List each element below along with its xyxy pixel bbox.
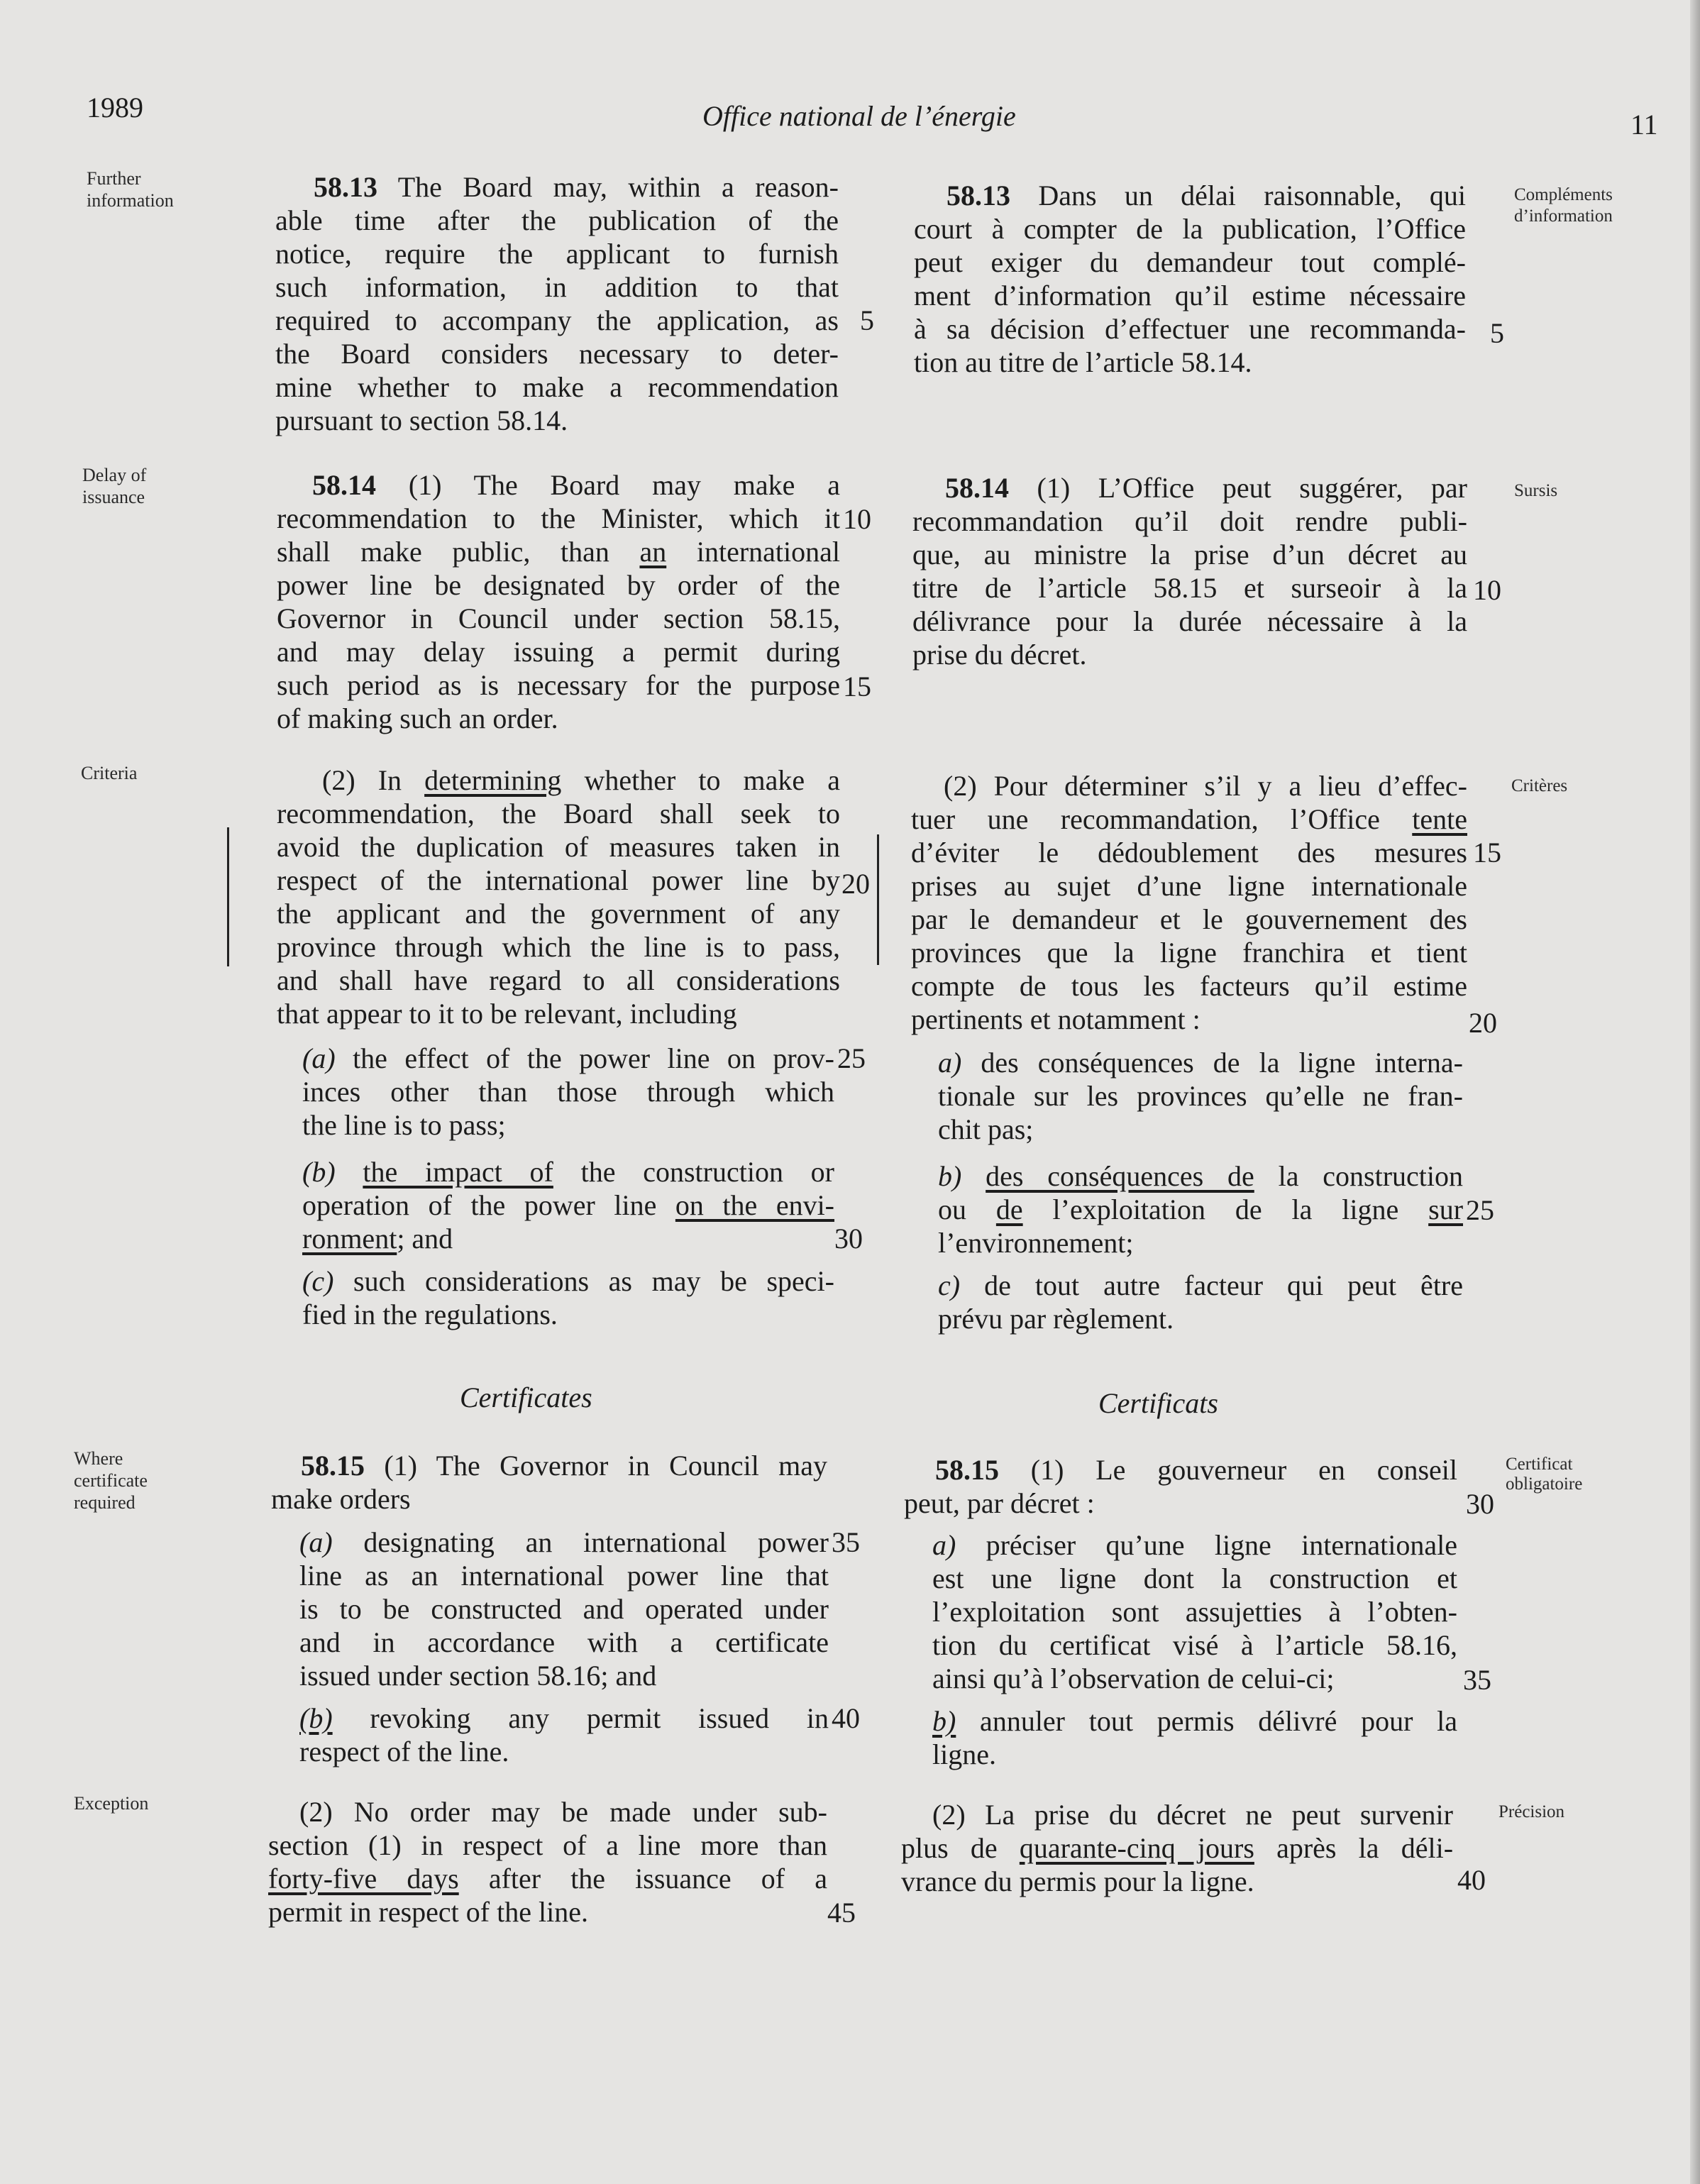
line-number: 35: [1463, 1664, 1491, 1696]
text-span: (2) La prise du décret ne peut survenir: [932, 1799, 1453, 1831]
line-number: 30: [834, 1223, 863, 1254]
text-span: plus de: [901, 1832, 1020, 1864]
text-line: pursuant to section 58.14.: [275, 404, 568, 436]
text-line: that appear to it to be relevant, including: [277, 998, 737, 1030]
text-line: l’environnement;: [938, 1227, 1134, 1259]
underlined-text: on the envi-: [675, 1189, 835, 1221]
margin-note-exception: [74, 1792, 148, 1814]
text-span: such considerations as may be speci-: [333, 1265, 834, 1297]
fr-section-58-15-1: [904, 1453, 1457, 1520]
en-paragraph-a: [302, 1042, 834, 1142]
underlined-text: tente: [1412, 803, 1467, 835]
text-line: ligne.: [932, 1738, 996, 1770]
fr-section-58-14-2: [911, 769, 1467, 1036]
text-line: [938, 1046, 1463, 1079]
text-line: notice, require the applicant to furnish: [275, 238, 839, 270]
text-span: the effect of the power line on prov-: [335, 1042, 834, 1074]
fr-section-58-14-1: [912, 471, 1467, 671]
text-line: [302, 1264, 834, 1298]
paragraph-label: c): [938, 1269, 961, 1301]
margin-note-delay-of-issuance: [82, 464, 146, 508]
text-span: operation of the power line: [302, 1189, 675, 1221]
text-line: [277, 763, 840, 797]
margin-note-precision: [1498, 1801, 1564, 1823]
text-line: [938, 1269, 1463, 1302]
text-line: [911, 803, 1467, 836]
text-line: [901, 1798, 1453, 1831]
paragraph-label: (b): [302, 1156, 336, 1188]
line-number: 40: [832, 1702, 860, 1734]
text-line: such period as is necessary for the purpose: [277, 669, 840, 701]
margin-note-line: Exception: [74, 1793, 149, 1814]
text-line: provinces que la ligne franchira et tient: [911, 937, 1467, 969]
line-number: 15: [843, 671, 871, 702]
text-line: permit in respect of the line.: [268, 1896, 588, 1928]
text-line: able time after the publication of the: [275, 204, 839, 236]
text-span: [336, 1156, 363, 1188]
margin-note-line: Compléments: [1514, 185, 1613, 204]
text-line: [299, 1526, 829, 1559]
text-line: que, au ministre la prise d’un décret au: [912, 539, 1467, 570]
fr-section-58-15-2: [901, 1798, 1453, 1898]
margin-note-line: Delay of: [82, 465, 147, 485]
line-number: 10: [843, 503, 871, 535]
section-number: 58.14: [945, 472, 1009, 504]
fr-heading-certificats: Certificats: [1098, 1387, 1218, 1419]
paragraph-label: b): [938, 1160, 962, 1192]
paragraph-label: b): [932, 1705, 956, 1737]
text-line: fied in the regulations.: [302, 1298, 558, 1330]
text-line: line as an international power line that: [299, 1560, 829, 1592]
text-span: international: [666, 536, 840, 568]
text-line: l’exploitation sont assujetties à l’obten-: [932, 1596, 1457, 1628]
section-number: 58.13: [314, 171, 377, 203]
revision-bar-right: [877, 834, 879, 965]
header-title: Office national de l’énergie: [702, 100, 1016, 132]
text-line: and may delay issuing a permit during: [277, 636, 840, 668]
text-line: recommendation to the Minister, which it: [277, 502, 840, 534]
underlined-text: quarante-cinq jours: [1019, 1832, 1254, 1864]
page-edge-shadow: [1690, 0, 1700, 2184]
text-line: compte de tous les facteurs qu’il estime: [911, 970, 1467, 1002]
text-line: [302, 1222, 834, 1255]
text-line: recommandation qu’il doit rendre publi-: [912, 505, 1467, 537]
paragraph-label: (c): [302, 1265, 334, 1297]
header-year: 1989: [87, 92, 143, 123]
line-number: 10: [1473, 574, 1501, 606]
text-line: court à compter de la publication, l’Office: [914, 213, 1466, 245]
fr-paragraph-c: [938, 1269, 1463, 1335]
text-span: annuler tout permis délivré pour la: [956, 1705, 1457, 1737]
text-line: issued under section 58.16; and: [299, 1660, 657, 1692]
text-line: prévu par règlement.: [938, 1303, 1174, 1335]
section-number: 58.13: [946, 180, 1010, 211]
text-line: tionale sur les provinces qu’elle ne fran-: [938, 1080, 1463, 1112]
text-line: make orders: [271, 1483, 411, 1515]
text-line: [302, 1155, 834, 1188]
line-number: 5: [860, 304, 874, 336]
text-line: [275, 170, 839, 204]
line-number: 5: [1490, 317, 1504, 349]
line-number: 35: [832, 1526, 860, 1558]
en-section-58-15-2: [268, 1795, 827, 1929]
en-section-58-13: [275, 170, 839, 437]
fr-paragraph-58-15-a: [932, 1528, 1457, 1695]
margin-note-line: Certificat: [1506, 1455, 1573, 1474]
text-line: est une ligne dont la construction et: [932, 1562, 1457, 1594]
text-span: préciser qu’une ligne internationale: [956, 1529, 1457, 1561]
paragraph-label: (b): [299, 1702, 333, 1734]
underlined-text: des conséquences de: [986, 1160, 1254, 1192]
line-number: 20: [841, 868, 870, 900]
text-line: [302, 1042, 834, 1075]
text-line: vrance du permis pour la ligne.: [901, 1865, 1254, 1897]
line-number: 15: [1473, 837, 1501, 868]
text-line: recommendation, the Board shall seek to: [277, 798, 840, 829]
text-line: tion du certificat visé à l’article 58.16,: [932, 1629, 1457, 1661]
text-line: and in accordance with a certificate: [299, 1626, 829, 1658]
text-span: whether to make a: [561, 764, 840, 796]
text-line: peut exiger du demandeur tout complé-: [914, 246, 1466, 278]
text-span: (2) In: [322, 764, 425, 796]
text-line: of making such an order.: [277, 702, 558, 734]
en-paragraph-58-15-a: [299, 1526, 829, 1692]
fr-paragraph-58-15-b: [932, 1704, 1457, 1771]
text-line: ainsi qu’à l’observation de celui-ci;: [932, 1662, 1335, 1694]
text-span: des conséquences de la ligne interna-: [961, 1047, 1463, 1079]
margin-note-line: Criteria: [81, 763, 138, 783]
text-line: délivrance pour la durée nécessaire à la: [912, 605, 1467, 637]
text-line: ment d’information qu’il estime nécessaire: [914, 280, 1466, 311]
text-span: (2) Pour déterminer s’il y a lieu d’effec-: [944, 770, 1467, 802]
margin-note-line: d’information: [1514, 206, 1613, 226]
margin-note-line: Précision: [1498, 1802, 1565, 1821]
text-line: [302, 1188, 834, 1222]
text-span: the construction or: [553, 1156, 834, 1188]
line-number: 40: [1457, 1864, 1486, 1896]
margin-note-where-certificate-required: [74, 1447, 148, 1513]
margin-note-line: obligatoire: [1506, 1474, 1583, 1494]
text-span: (1) Le gouverneur en conseil: [999, 1454, 1457, 1486]
text-span: l’exploitation de la ligne: [1022, 1193, 1429, 1225]
margin-note-line: issuance: [82, 487, 145, 507]
underlined-text: an: [639, 536, 667, 568]
text-line: pertinents et notamment :: [911, 1003, 1201, 1035]
line-number: 30: [1466, 1488, 1494, 1520]
text-line: tion au titre de l’article 58.14.: [914, 346, 1252, 378]
margin-note-further-information: [87, 167, 174, 211]
text-line: the Board considers necessary to deter-: [275, 338, 839, 370]
text-line: [904, 1453, 1457, 1487]
text-line: [914, 179, 1466, 212]
section-number: 58.14: [312, 469, 376, 501]
text-span: Dans un délai raisonnable, qui: [1010, 180, 1466, 211]
en-paragraph-b: [302, 1155, 834, 1255]
en-section-58-14-2: [277, 763, 840, 1030]
text-line: mine whether to make a recommendation: [275, 371, 839, 403]
page-number: 11: [1630, 109, 1658, 140]
underlined-text: de: [995, 1193, 1023, 1225]
paragraph-label: (a): [299, 1526, 333, 1558]
text-span: after the issuance of a: [458, 1863, 827, 1895]
text-line: Governor in Council under section 58.15,: [277, 602, 840, 634]
text-line: avoid the duplication of measures taken in: [277, 831, 840, 863]
en-paragraph-c: [302, 1264, 834, 1331]
text-line: the applicant and the government of any: [277, 898, 840, 930]
text-span: shall make public, than: [277, 536, 640, 568]
text-span: la construction: [1254, 1160, 1463, 1192]
underlined-text: the impact of: [363, 1156, 553, 1188]
section-number: 58.15: [935, 1454, 999, 1486]
text-line: [911, 769, 1467, 803]
text-span: (1) The Governor in Council may: [365, 1450, 827, 1482]
text-line: [277, 468, 840, 502]
text-line: prise du décret.: [912, 639, 1087, 671]
text-span: [961, 1160, 986, 1192]
text-line: à sa décision d’effectuer une recommanda-: [914, 313, 1466, 345]
fr-paragraph-b: [938, 1159, 1463, 1259]
underlined-text: ronment: [302, 1223, 397, 1254]
text-span: The Board may, within a reason-: [377, 171, 839, 203]
text-span: designating an international power: [332, 1526, 829, 1558]
margin-note-line: Further: [87, 168, 141, 189]
margin-note-line: Critères: [1511, 776, 1568, 795]
text-line: respect of the international power line by: [277, 864, 840, 896]
text-line: inces other than those through which: [302, 1076, 834, 1108]
line-number: 25: [837, 1042, 866, 1074]
text-line: [271, 1449, 827, 1482]
margin-note-criteria: [81, 762, 137, 784]
margin-note-line: Where: [74, 1448, 123, 1469]
text-line: [932, 1704, 1457, 1738]
underlined-text: sur: [1428, 1193, 1464, 1225]
text-line: peut, par décret :: [904, 1487, 1095, 1519]
line-number: 45: [827, 1897, 856, 1929]
text-span: (2) No order may be made under sub-: [299, 1796, 827, 1828]
text-span: tuer une recommandation, l’Office: [911, 803, 1413, 835]
line-number: 25: [1466, 1194, 1494, 1226]
margin-note-sursis: [1514, 480, 1557, 502]
paragraph-label: (a): [302, 1042, 336, 1074]
text-line: the line is to pass;: [302, 1109, 506, 1141]
revision-bar-left: [227, 827, 229, 966]
text-line: [932, 1528, 1457, 1562]
text-line: prises au sujet d’une ligne internationale: [911, 870, 1467, 902]
text-line: [299, 1702, 829, 1735]
text-line: respect of the line.: [299, 1736, 509, 1767]
margin-note-complements: [1514, 184, 1613, 227]
text-line: section (1) in respect of a line more than: [268, 1829, 827, 1861]
text-line: such information, in addition to that: [275, 271, 839, 303]
text-span: après la déli-: [1254, 1832, 1454, 1864]
fr-paragraph-a: [938, 1046, 1463, 1146]
en-heading-certificates: Certificates: [460, 1381, 592, 1413]
text-span: revoking any permit issued in: [332, 1702, 829, 1734]
margin-note-line: Sursis: [1514, 481, 1558, 500]
text-line: [901, 1831, 1453, 1865]
margin-note-criteres: [1511, 775, 1567, 797]
text-line: [268, 1795, 827, 1829]
margin-note-line: information: [87, 190, 174, 211]
text-line: [912, 471, 1467, 504]
paragraph-label: a): [938, 1047, 962, 1079]
en-section-58-14-1: [277, 468, 840, 735]
margin-note-line: certificate: [74, 1470, 148, 1491]
underlined-text: determining: [424, 764, 562, 796]
line-number: 20: [1469, 1007, 1497, 1039]
text-line: [938, 1193, 1463, 1226]
text-line: par le demandeur et le gouvernement des: [911, 903, 1467, 935]
section-number: 58.15: [301, 1450, 365, 1482]
text-line: d’éviter le dédoublement des mesures: [911, 837, 1467, 868]
text-line: and shall have regard to all considerations: [277, 964, 840, 996]
text-line: [938, 1159, 1463, 1193]
text-line: power line be designated by order of the: [277, 569, 840, 601]
en-section-58-15-1: [271, 1449, 827, 1516]
paragraph-label: a): [932, 1529, 956, 1561]
text-span: de tout autre facteur qui peut être: [960, 1269, 1463, 1301]
margin-note-line: required: [74, 1492, 136, 1513]
text-span: (1) The Board may make a: [376, 469, 840, 501]
text-span: ; and: [397, 1223, 453, 1254]
text-span: ou: [938, 1193, 996, 1225]
text-line: titre de l’article 58.15 et surseoir à la: [912, 572, 1467, 604]
en-paragraph-58-15-b: [299, 1702, 829, 1768]
text-line: province through which the line is to pass,: [277, 931, 840, 963]
fr-section-58-13: [914, 179, 1466, 379]
text-line: chit pas;: [938, 1113, 1034, 1145]
margin-note-certificat: [1504, 1455, 1582, 1494]
text-line: [277, 535, 840, 568]
text-line: required to accompany the application, as: [275, 304, 839, 336]
text-line: is to be constructed and operated under: [299, 1593, 829, 1625]
text-span: (1) L’Office peut suggérer, par: [1009, 472, 1467, 504]
underlined-text: forty-five days: [268, 1863, 459, 1895]
text-line: [268, 1862, 827, 1895]
